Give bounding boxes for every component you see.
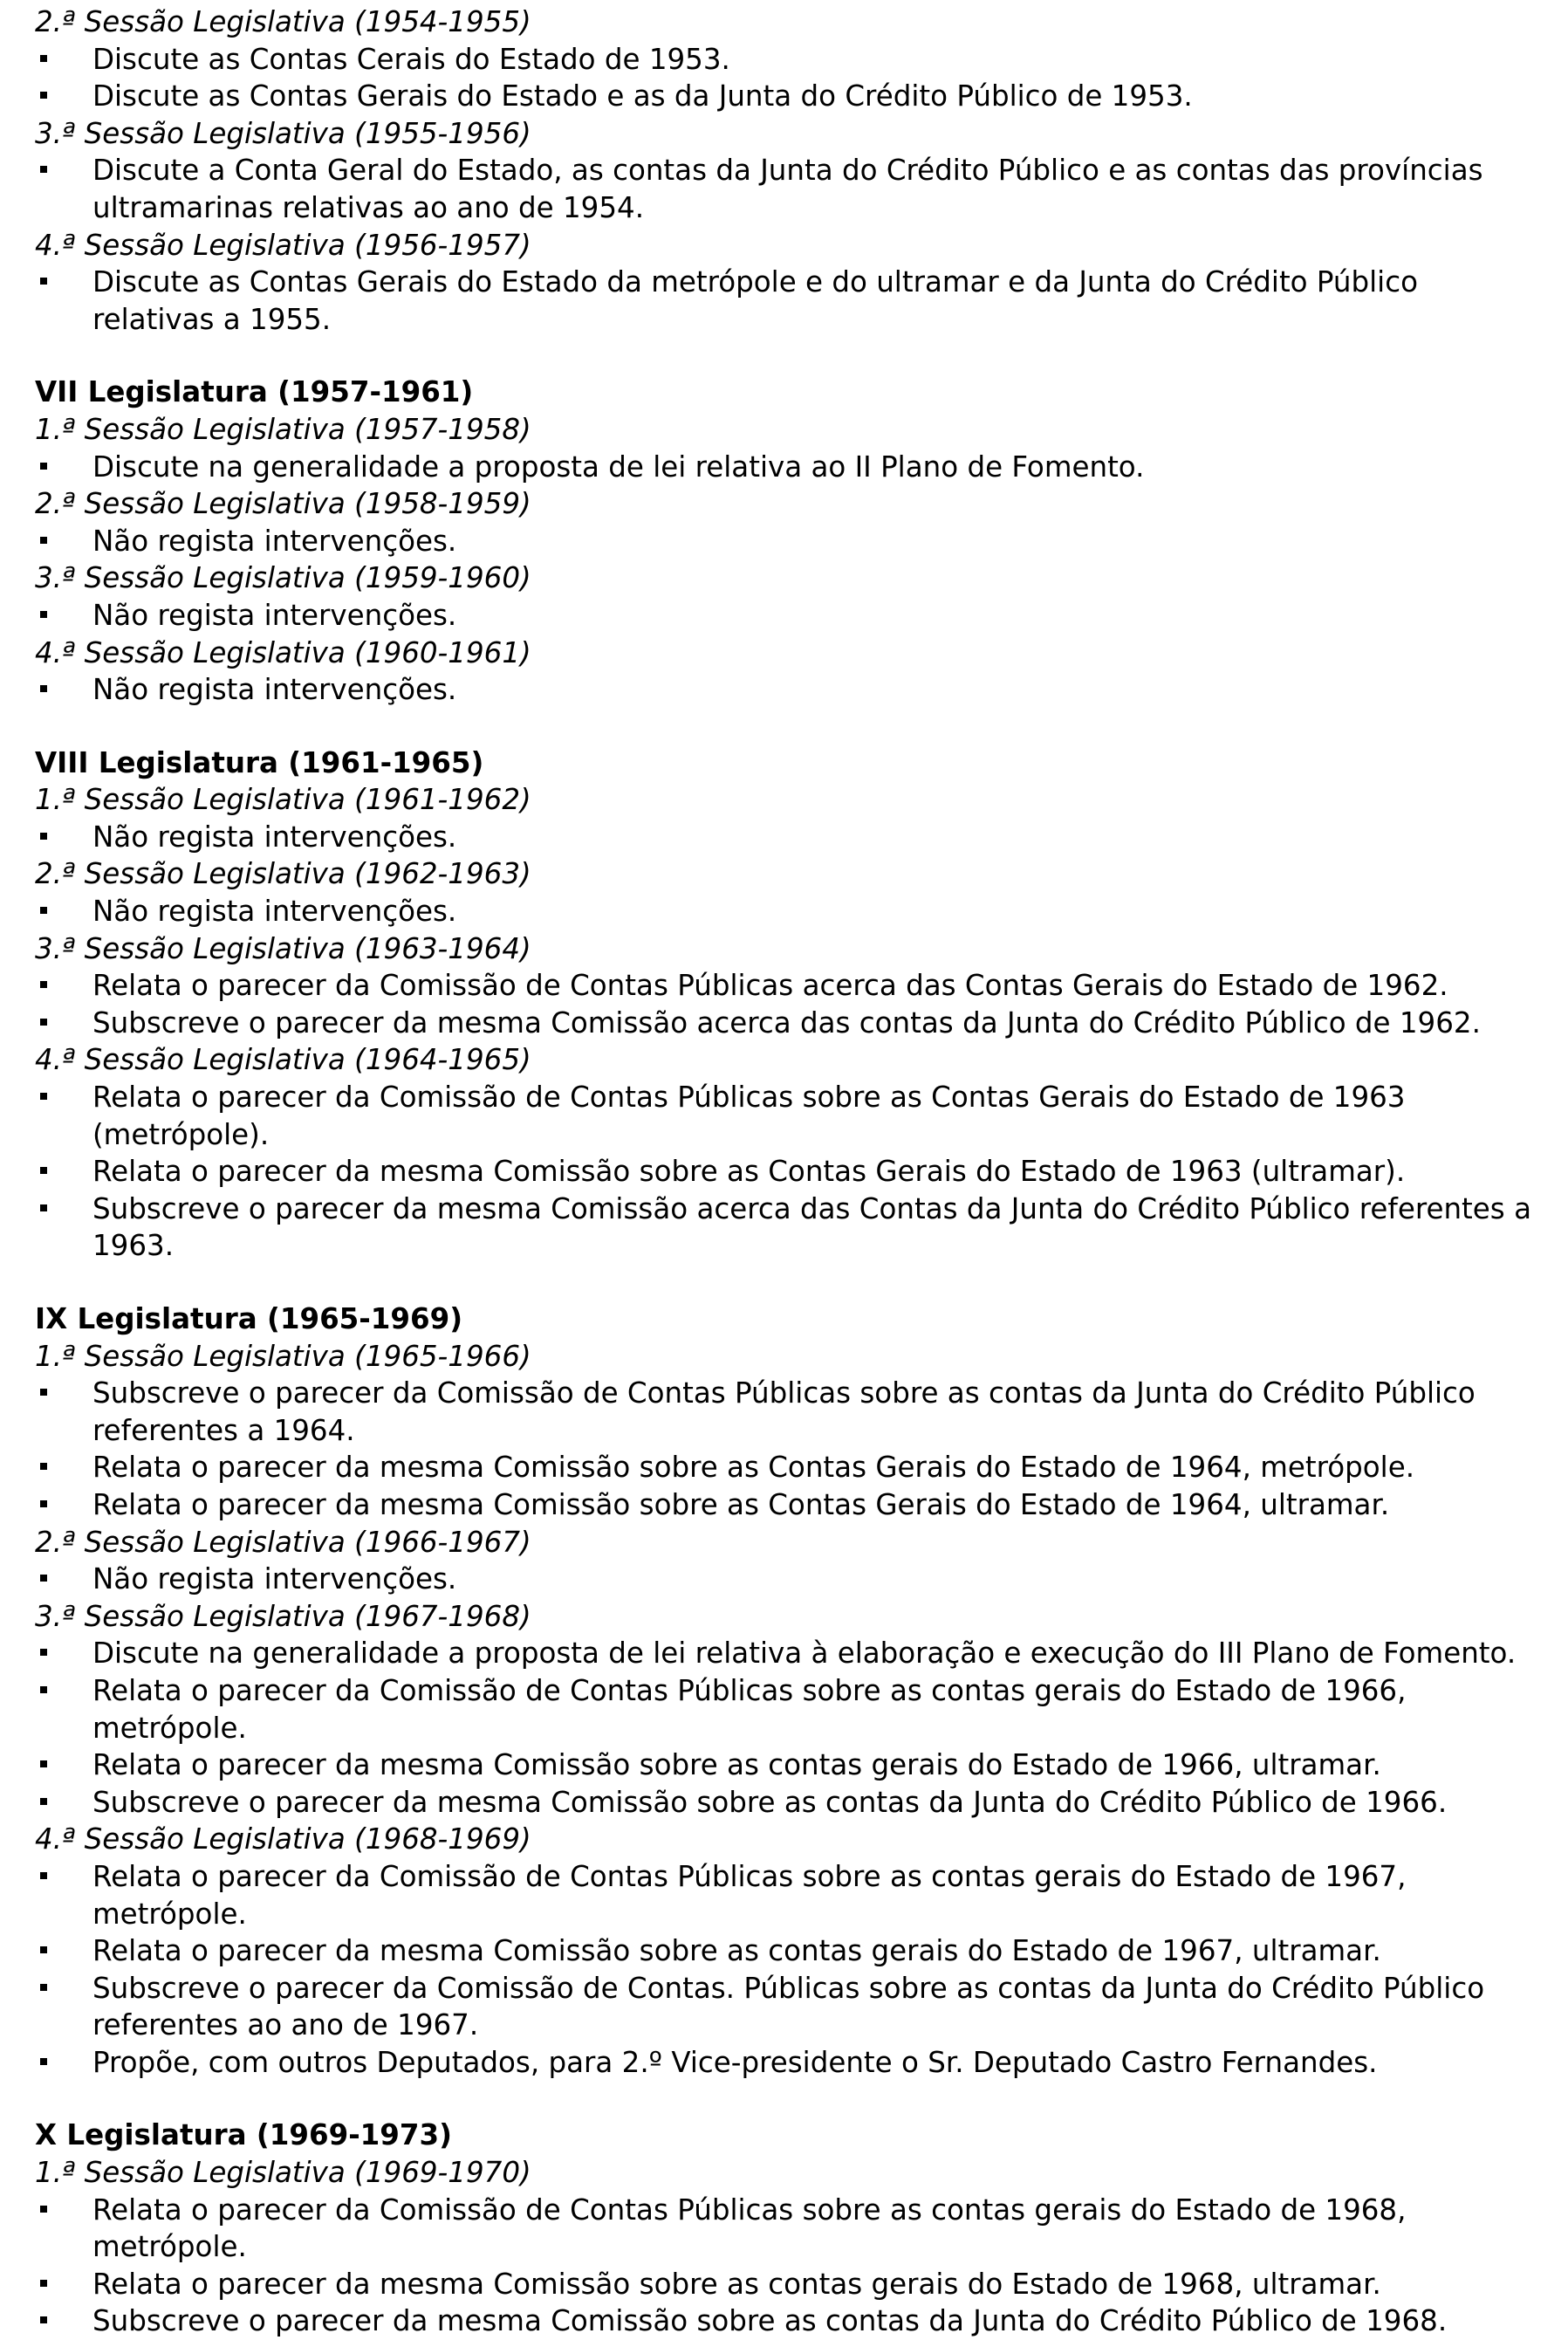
square-bullet-icon bbox=[40, 907, 47, 914]
session-heading: 1.ª Sessão Legislativa (1965-1966) bbox=[35, 1339, 531, 1373]
list-item bbox=[35, 1079, 1536, 1153]
list-item-text: Relata o parecer da Comissão de Contas Públicas sobre as contas gerais do Estado de 1966, metrópole. bbox=[92, 1673, 1407, 1745]
legislature-heading: X Legislatura (1969-1973) bbox=[35, 2118, 452, 2152]
list-item-text: Relata o parecer da Comissão de Contas Públicas sobre as contas gerais do Estado de 1967, metrópole. bbox=[92, 1859, 1407, 1931]
square-bullet-icon bbox=[40, 1204, 47, 1211]
square-bullet-icon bbox=[40, 463, 47, 470]
square-bullet-icon bbox=[40, 1872, 47, 1879]
legislature-section bbox=[35, 3, 1536, 338]
square-bullet-icon bbox=[40, 1167, 47, 1174]
session-heading: 2.ª Sessão Legislativa (1958-1959) bbox=[35, 487, 531, 521]
session-heading: 3.ª Sessão Legislativa (1963-1964) bbox=[35, 931, 531, 965]
square-bullet-icon bbox=[40, 1760, 47, 1767]
list-item bbox=[35, 1970, 1536, 2044]
list-item-text: Relata o parecer da Comissão de Contas Públicas acerca das Contas Gerais do Estado de 1962. bbox=[92, 969, 1448, 1003]
session-heading: 4.ª Sessão Legislativa (1964-1965) bbox=[35, 1043, 531, 1077]
session-heading: 3.ª Sessão Legislativa (1959-1960) bbox=[35, 561, 531, 595]
square-bullet-icon bbox=[40, 1984, 47, 1991]
list-item bbox=[35, 523, 1536, 560]
list-item bbox=[35, 1746, 1536, 1784]
session-heading: 1.ª Sessão Legislativa (1961-1962) bbox=[35, 783, 531, 817]
legislature-section bbox=[35, 374, 1536, 708]
list-item-text: Não regista intervenções. bbox=[92, 524, 457, 558]
square-bullet-icon bbox=[40, 278, 47, 285]
document-body bbox=[35, 3, 1536, 2340]
square-bullet-icon bbox=[40, 1798, 47, 1805]
square-bullet-icon bbox=[40, 2280, 47, 2287]
list-item bbox=[35, 1784, 1536, 1822]
list-item bbox=[35, 1449, 1536, 1486]
list-item-text: Subscreve o parecer da Comissão de Contas Públicas sobre as contas da Junta do Crédito Público referentes a 1964. bbox=[92, 1376, 1476, 1447]
list-item bbox=[35, 1635, 1536, 1672]
legislature-heading: IX Legislatura (1965-1969) bbox=[35, 1302, 463, 1335]
square-bullet-icon bbox=[40, 1389, 47, 1396]
list-item bbox=[35, 1153, 1536, 1191]
square-bullet-icon bbox=[40, 2316, 47, 2323]
square-bullet-icon bbox=[40, 1686, 47, 1693]
list-item-text: Relata o parecer da mesma Comissão sobre as Contas Gerais do Estado de 1963 (ultramar). bbox=[92, 1155, 1406, 1189]
list-item-text: Subscreve o parecer da mesma Comissão sobre as contas da Junta do Crédito Público de 1966. bbox=[92, 1785, 1448, 1819]
list-item-text: Relata o parecer da Comissão de Contas Públicas sobre as Contas Gerais do Estado de 1963 (metrópole). bbox=[92, 1081, 1406, 1151]
list-item-text: Relata o parecer da mesma Comissão sobre as Contas Gerais do Estado de 1964, ultramar. bbox=[92, 1487, 1390, 1521]
list-item-text: Relata o parecer da mesma Comissão sobre as contas gerais do Estado de 1968, ultramar. bbox=[92, 2267, 1381, 2301]
legislature-section bbox=[35, 745, 1536, 1265]
list-item bbox=[35, 1486, 1536, 1524]
square-bullet-icon bbox=[40, 833, 47, 840]
list-item-text: Subscreve o parecer da Comissão de Contas. Públicas sobre as contas da Junta do Crédito Público referentes ao ano de 1967. bbox=[92, 1971, 1485, 2042]
session-heading: 4.ª Sessão Legislativa (1956-1957) bbox=[35, 228, 531, 262]
square-bullet-icon bbox=[40, 1019, 47, 1026]
session-heading: 3.ª Sessão Legislativa (1967-1968) bbox=[35, 1599, 531, 1633]
list-item-text: Discute as Contas Gerais do Estado e as da Junta do Crédito Público de 1953. bbox=[92, 79, 1193, 113]
list-item-text: Não regista intervenções. bbox=[92, 1562, 457, 1596]
list-item-text: Subscreve o parecer da mesma Comissão acerca das contas da Junta do Crédito Público de 1962. bbox=[92, 1005, 1481, 1040]
list-item-text: Discute as Contas Gerais do Estado da metrópole e do ultramar e da Junta do Crédito Público relativas a 1955. bbox=[92, 265, 1418, 336]
square-bullet-icon bbox=[40, 1946, 47, 1953]
list-item-text: Relata o parecer da mesma Comissão sobre as contas gerais do Estado de 1967, ultramar. bbox=[92, 1934, 1381, 1968]
list-item bbox=[35, 2192, 1536, 2266]
legislature-section bbox=[35, 1300, 1536, 2081]
list-item bbox=[35, 78, 1536, 115]
list-item-text: Relata o parecer da mesma Comissão sobre as contas gerais do Estado de 1966, ultramar. bbox=[92, 1748, 1381, 1782]
square-bullet-icon bbox=[40, 1463, 47, 1470]
square-bullet-icon bbox=[40, 537, 47, 544]
list-item bbox=[35, 1005, 1536, 1042]
list-item bbox=[35, 967, 1536, 1005]
list-item bbox=[35, 671, 1536, 709]
square-bullet-icon bbox=[40, 1500, 47, 1507]
legislature-heading: VII Legislatura (1957-1961) bbox=[35, 375, 474, 409]
square-bullet-icon bbox=[40, 2206, 47, 2213]
list-item bbox=[35, 1191, 1536, 1265]
session-heading: 2.ª Sessão Legislativa (1962-1963) bbox=[35, 857, 531, 891]
list-item bbox=[35, 1858, 1536, 1932]
list-item-text: Discute a Conta Geral do Estado, as contas da Junta do Crédito Público e as contas das províncias ultramarinas relativas ao ano de 1954. bbox=[92, 154, 1483, 224]
list-item bbox=[35, 819, 1536, 856]
session-heading: 2.ª Sessão Legislativa (1954-1955) bbox=[35, 5, 531, 38]
square-bullet-icon bbox=[40, 2058, 47, 2065]
list-item bbox=[35, 449, 1536, 486]
square-bullet-icon bbox=[40, 1093, 47, 1100]
session-heading: 1.ª Sessão Legislativa (1969-1970) bbox=[35, 2156, 531, 2190]
list-item bbox=[35, 2266, 1536, 2303]
square-bullet-icon bbox=[40, 685, 47, 692]
square-bullet-icon bbox=[40, 1649, 47, 1656]
list-item bbox=[35, 2044, 1536, 2082]
list-item-text: Discute na generalidade a proposta de lei relativa ao II Plano de Fomento. bbox=[92, 449, 1145, 484]
list-item-text: Subscreve o parecer da mesma Comissão acerca das Contas da Junta do Crédito Público referentes a 1963. bbox=[92, 1191, 1531, 1263]
list-item bbox=[35, 1932, 1536, 1970]
list-item-text: Relata o parecer da Comissão de Contas Públicas sobre as contas gerais do Estado de 1968, metrópole. bbox=[92, 2192, 1407, 2264]
list-item-text: Discute as Contas Cerais do Estado de 1953. bbox=[92, 42, 730, 76]
session-heading: 4.ª Sessão Legislativa (1960-1961) bbox=[35, 635, 531, 669]
legislature-heading: VIII Legislatura (1961-1965) bbox=[35, 745, 484, 779]
list-item bbox=[35, 41, 1536, 79]
list-item bbox=[35, 1375, 1536, 1449]
list-item-text: Não regista intervenções. bbox=[92, 673, 457, 707]
list-item-text: Propõe, com outros Deputados, para 2.º Vice-presidente o Sr. Deputado Castro Fernandes. bbox=[92, 2045, 1378, 2079]
list-item bbox=[35, 1672, 1536, 1746]
square-bullet-icon bbox=[40, 166, 47, 173]
list-item bbox=[35, 597, 1536, 635]
list-item-text: Não regista intervenções. bbox=[92, 820, 457, 854]
list-item-text: Subscreve o parecer da mesma Comissão sobre as contas da Junta do Crédito Público de 1968. bbox=[92, 2304, 1448, 2338]
square-bullet-icon bbox=[40, 55, 47, 62]
list-item-text: Não regista intervenções. bbox=[92, 598, 457, 632]
list-item bbox=[35, 264, 1536, 338]
session-heading: 2.ª Sessão Legislativa (1966-1967) bbox=[35, 1525, 531, 1559]
session-heading: 1.ª Sessão Legislativa (1957-1958) bbox=[35, 412, 531, 446]
legislature-section bbox=[35, 2117, 1536, 2340]
square-bullet-icon bbox=[40, 981, 47, 988]
square-bullet-icon bbox=[40, 1575, 47, 1582]
list-item bbox=[35, 152, 1536, 226]
list-item-text: Discute na generalidade a proposta de lei relativa à elaboração e execução do III Plano de Fomento. bbox=[92, 1637, 1517, 1671]
list-item bbox=[35, 893, 1536, 930]
list-item-text: Relata o parecer da mesma Comissão sobre as Contas Gerais do Estado de 1964, metrópole. bbox=[92, 1451, 1415, 1485]
list-item-text: Não regista intervenções. bbox=[92, 895, 457, 929]
square-bullet-icon bbox=[40, 611, 47, 618]
list-item bbox=[35, 2302, 1536, 2340]
list-item bbox=[35, 1561, 1536, 1598]
square-bullet-icon bbox=[40, 92, 47, 99]
session-heading: 3.ª Sessão Legislativa (1955-1956) bbox=[35, 116, 531, 150]
session-heading: 4.ª Sessão Legislativa (1968-1969) bbox=[35, 1822, 531, 1856]
